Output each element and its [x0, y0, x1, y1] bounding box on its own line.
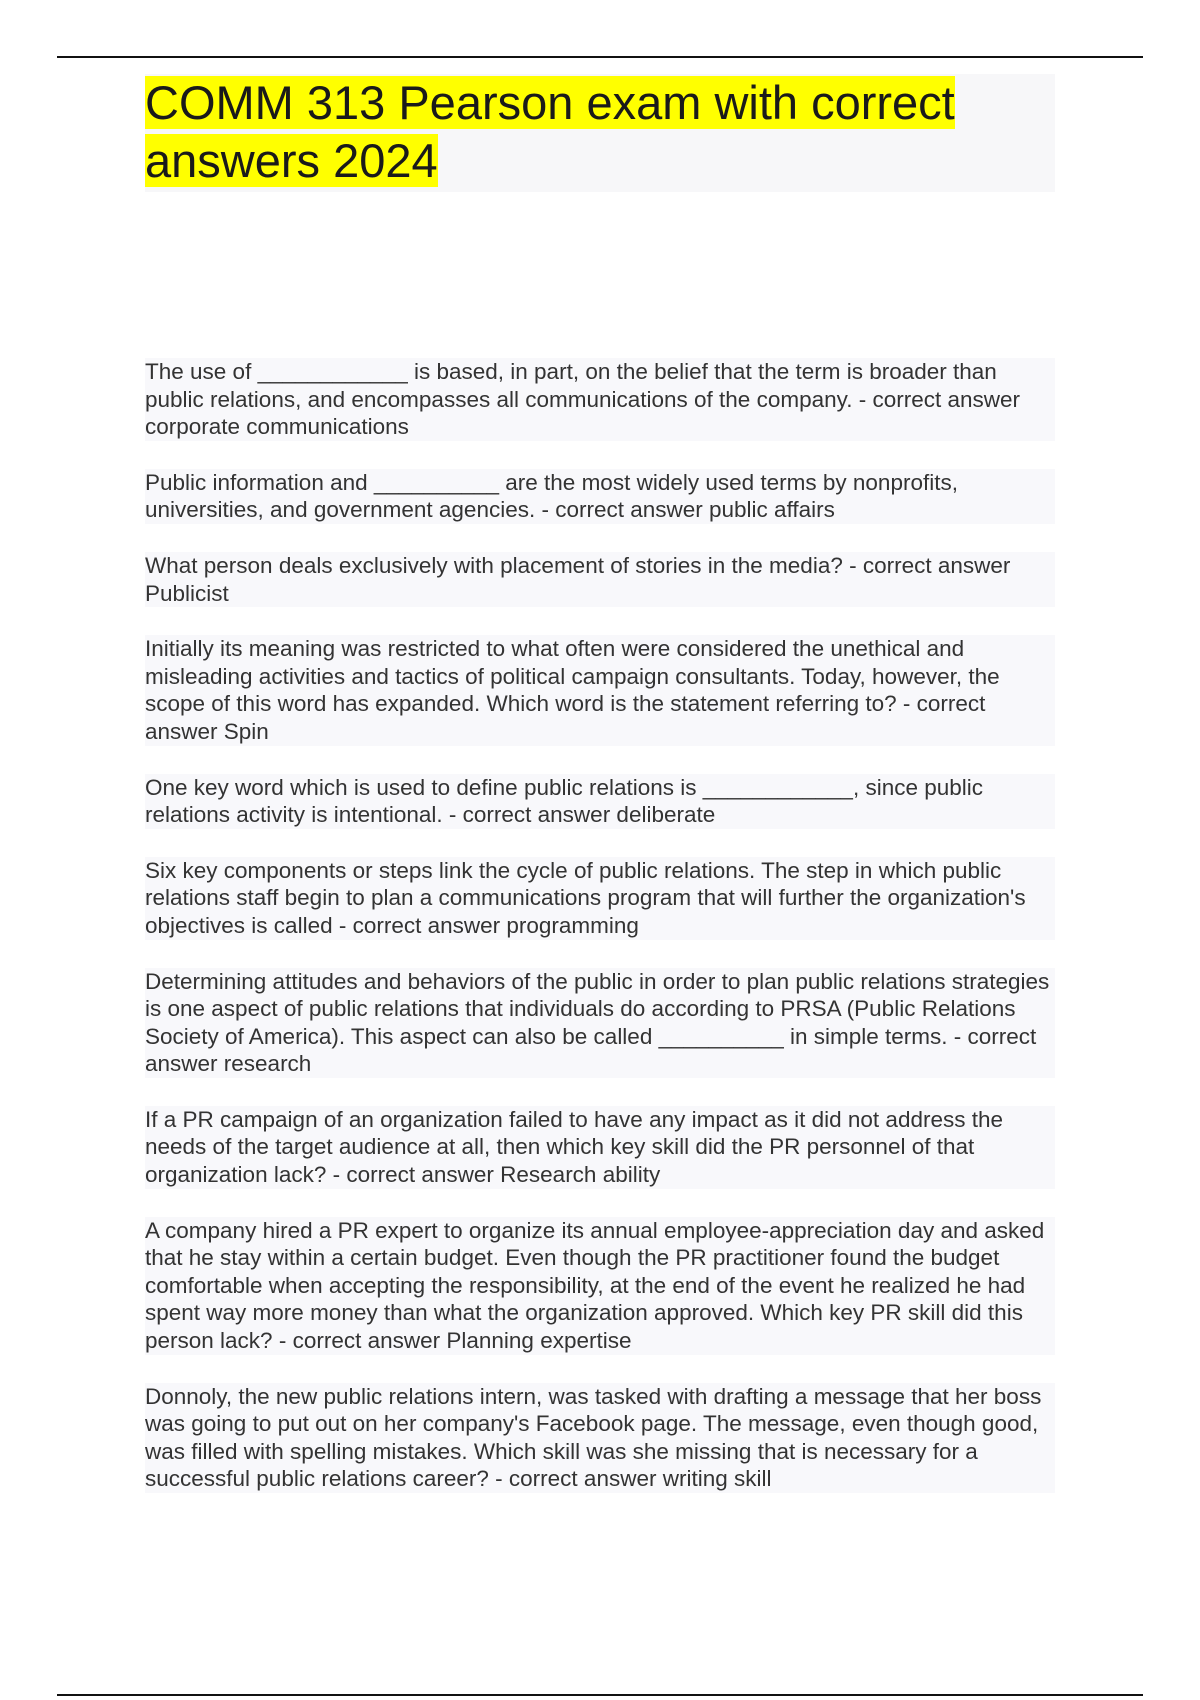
title-highlight: COMM 313 Pearson exam with correct answers 2024: [145, 76, 955, 187]
top-rule: [57, 56, 1143, 58]
qa-item-1: The use of ____________ is based, in part, on the belief that the term is broader than public relations, and encompasses all communications of the company. - correct answer corporate communications: [145, 358, 1055, 441]
qa-list: [145, 358, 1055, 1521]
bottom-rule: [57, 1694, 1143, 1696]
qa-item-9: A company hired a PR expert to organize its annual employee-appreciation day and asked that he stay within a certain budget. Even though the PR practitioner found the budget comfortable when accepting the responsibility, at the end of the event he realized he had spent way more money than what the organization approved. Which key PR skill did this person lack? - correct answer Planning expertise: [145, 1217, 1055, 1355]
qa-item-7: Determining attitudes and behaviors of the public in order to plan public relations strategies is one aspect of public relations that individuals do according to PRSA (Public Relations Society of America). This aspect can also be called __________ in simple terms. - correct answer research: [145, 968, 1055, 1078]
title-block: [145, 74, 1055, 192]
qa-item-8: If a PR campaign of an organization failed to have any impact as it did not address the needs of the target audience at all, then which key skill did the PR personnel of that organization lack? - correct answer Research ability: [145, 1106, 1055, 1189]
qa-item-5: One key word which is used to define public relations is ____________, since public relations activity is intentional. - correct answer deliberate: [145, 774, 1055, 829]
qa-item-4: Initially its meaning was restricted to what often were considered the unethical and misleading activities and tactics of political campaign consultants. Today, however, the scope of this word has expanded. Which word is the statement referring to? - correct answer Spin: [145, 635, 1055, 745]
document-title: [145, 74, 995, 190]
qa-item-3: What person deals exclusively with placement of stories in the media? - correct answer Publicist: [145, 552, 1055, 607]
qa-item-6: Six key components or steps link the cycle of public relations. The step in which public relations staff begin to plan a communications program that will further the organization's objectives is called - correct answer programming: [145, 857, 1055, 940]
qa-item-2: Public information and __________ are the most widely used terms by nonprofits, universities, and government agencies. - correct answer public affairs: [145, 469, 1055, 524]
qa-item-10: Donnoly, the new public relations intern, was tasked with drafting a message that her boss was going to put out on her company's Facebook page. The message, even though good, was filled with spelling mistakes. Which skill was she missing that is necessary for a successful public relations career? - correct answer writing skill: [145, 1383, 1055, 1493]
